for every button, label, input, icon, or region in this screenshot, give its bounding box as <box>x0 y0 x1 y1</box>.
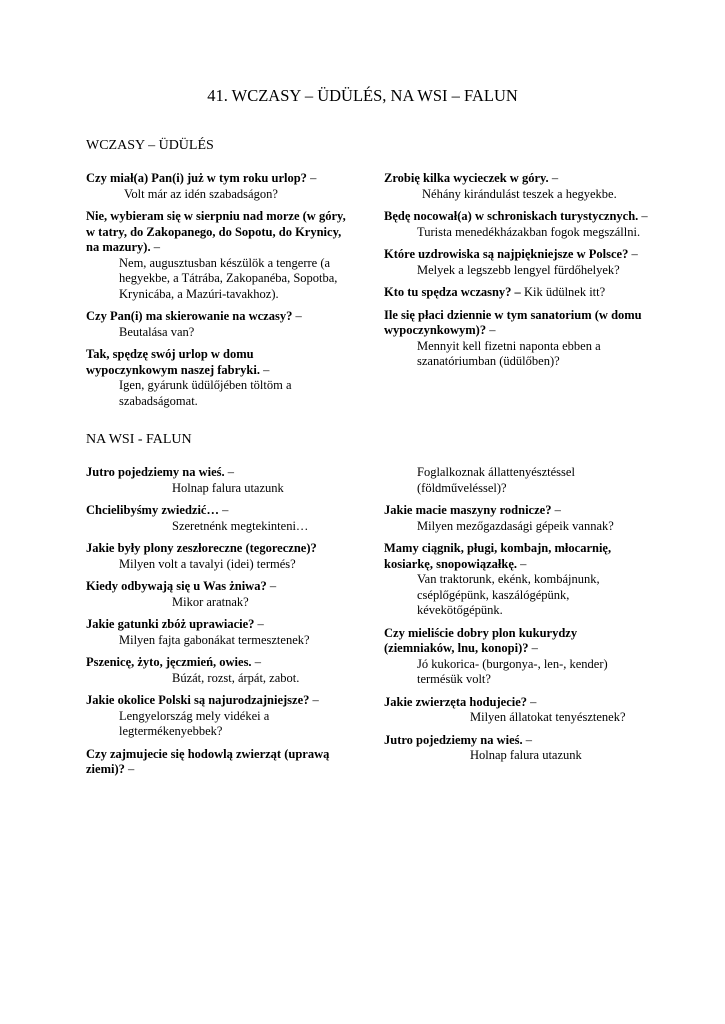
polish-phrase: Będę nocował(a) w schroniskach turystycznych. <box>384 209 639 223</box>
hungarian-translation: Szeretnénk megtekinteni… <box>172 518 309 533</box>
dash-separator: – <box>251 655 261 669</box>
phrase-entry <box>86 693 348 740</box>
phrase-entry <box>384 308 649 370</box>
dash-separator: – <box>254 617 264 631</box>
polish-phrase: Czy miał(a) Pan(i) już w tym roku urlop? <box>86 171 307 185</box>
dash-separator: – <box>528 641 538 655</box>
polish-phrase: Kiedy odbywają się u Was żniwa? <box>86 579 267 593</box>
hungarian-translation: Volt már az idén szabadságon? <box>124 186 278 201</box>
hungarian-translation: Van traktorunk, ekénk, kombájnunk, cséplőgépünk, kaszálógépünk, kévekötőgépünk. <box>417 572 600 617</box>
polish-phrase: Kto tu spędza wczasny? – <box>384 285 521 299</box>
polish-phrase: Czy Pan(i) ma skierowanie na wczasy? <box>86 309 293 323</box>
phrase-entry <box>86 617 348 648</box>
hungarian-translation: Búzát, rozst, árpát, zabot. <box>172 670 300 685</box>
polish-phrase: Jutro pojedziemy na wieś. <box>384 732 523 747</box>
phrase-entry <box>384 171 649 202</box>
na-wsi-left-column <box>86 465 348 785</box>
dash-separator: – <box>259 362 270 377</box>
hungarian-translation: Milyen mezőgazdasági gépeik vannak? <box>417 518 614 533</box>
hungarian-translation: Milyen fajta gabonákat termesztenek? <box>119 632 310 647</box>
phrase-entry <box>86 579 348 610</box>
dash-separator: – <box>218 503 229 517</box>
phrase-entry <box>86 309 348 340</box>
phrase-entry <box>86 655 348 686</box>
phrase-entry <box>86 171 348 202</box>
polish-phrase: Jakie macie maszyny rodnicze? <box>384 503 552 517</box>
polish-phrase <box>86 747 348 778</box>
hungarian-translation: Milyen volt a tavalyi (idei) termés? <box>119 556 296 571</box>
hungarian-translation: Holnap falura utazunk <box>172 480 284 495</box>
phrase-entry <box>384 626 649 688</box>
phrase-entry <box>384 733 649 764</box>
na-wsi-right-column <box>384 465 649 771</box>
dash-separator: – <box>638 209 648 223</box>
polish-phrase: Jakie zwierzęta hodujecie? <box>384 694 528 709</box>
dash-separator: – <box>548 171 559 185</box>
hungarian-translation: Jó kukorica- (burgonya-, len-, kender) termésük volt? <box>417 656 608 686</box>
polish-phrase: Jakie gatunki zbóż uprawiacie? <box>86 617 255 631</box>
polish-phrase: Pszenicę, żyto, jęczmień, owies. <box>86 655 252 669</box>
phrase-entry <box>384 209 649 240</box>
phrase-entry <box>384 695 649 726</box>
polish-phrase: Jakie były plony zeszłoreczne (tegoreczne)? <box>86 541 317 555</box>
phrase-entry <box>86 503 348 534</box>
hungarian-translation: Lengyelország mely vidékei a legtermékenyebbek? <box>119 708 270 738</box>
polish-phrase: Chcielibyśmy zwiedzić… <box>86 503 219 517</box>
dash-separator: – <box>628 247 638 261</box>
polish-phrase: Czy mieliście dobry plon kukurydzy (ziemniaków, lnu, konopi)? <box>384 625 578 655</box>
polish-phrase: Nie, wybieram się w sierpniu nad morze (w góry, w tatry, do Zakopanego, do Sopotu, do Krynicy, na mazury). <box>86 209 346 254</box>
phrase-entry <box>86 209 348 302</box>
section-heading-wczasy: WCZASY – ÜDÜLÉS <box>86 138 214 153</box>
hungarian-translation: Néhány kirándulást teszek a hegyekbe. <box>422 186 617 201</box>
dash-separator: – <box>306 171 317 185</box>
phrase-entry <box>86 747 348 778</box>
hungarian-translation: Holnap falura utazunk <box>470 748 582 762</box>
hungarian-translation: Melyek a legszebb lengyel fürdőhelyek? <box>417 262 620 277</box>
dash-separator: – <box>527 694 537 709</box>
polish-phrase: Zrobię kilka wycieczek w góry. <box>384 171 549 185</box>
dash-separator: – <box>124 762 135 776</box>
dash-separator: – <box>150 240 160 254</box>
polish-phrase: Które uzdrowiska są najpiękniejsze w Polsce? <box>384 247 629 261</box>
section-heading-na-wsi: NA WSI - FALUN <box>86 432 192 447</box>
hungarian-translation: Beutalása van? <box>119 324 195 339</box>
polish-phrase: Tak, spędzę swój urlop w domu wypoczynkowym naszej fabryki. <box>86 347 260 377</box>
phrase-entry <box>384 285 649 301</box>
polish-phrase-text: Czy zajmujecie się hodowlą zwierząt (uprawą ziemi)? <box>86 746 330 776</box>
polish-phrase: Mamy ciągnik, pługi, kombajn, młocarnię, kosiarkę, snopowiązałkę. <box>384 541 612 571</box>
hungarian-translation: Igen, gyárunk üdülőjében töltöm a szabadságomat. <box>119 378 292 408</box>
hungarian-translation: Foglalkoznak állattenyésztéssel (földműveléssel)? <box>417 465 575 495</box>
wczasy-right-column <box>384 171 649 377</box>
phrase-entry <box>384 465 649 496</box>
hungarian-translation: Nem, augusztusban készülök a tengerre (a hegyekbe, a Tátrába, Zakopanéba, Sopotba, Krynicába, a Mazúri-tavakhoz). <box>119 255 338 301</box>
hungarian-translation: Mikor aratnak? <box>172 594 249 609</box>
phrase-entry <box>384 503 649 534</box>
dash-separator: – <box>486 323 496 337</box>
hungarian-translation: Mennyit kell fizetni naponta ebben a szanatóriumban (üdülőben)? <box>417 338 601 368</box>
dash-separator: – <box>551 503 561 517</box>
phrase-entry <box>86 541 348 572</box>
dash-separator: – <box>309 693 319 707</box>
phrase-entry <box>86 347 348 409</box>
dash-separator: – <box>522 732 533 747</box>
page-title: 41. WCZASY – ÜDÜLÉS, NA WSI – FALUN <box>207 86 518 105</box>
hungarian-translation: Turista menedékházakban fogok megszállni. <box>417 224 641 239</box>
hungarian-translation: Kik üdülnek itt? <box>520 285 606 299</box>
dash-separator: – <box>517 556 527 571</box>
polish-phrase: Ile się płaci dziennie w tym sanatorium (w domu wypoczynkowym)? <box>384 307 642 337</box>
dash-separator: – <box>224 465 235 479</box>
polish-phrase: Jutro pojedziemy na wieś. <box>86 465 225 479</box>
polish-phrase: Jakie okolice Polski są najurodzajniejsze? <box>86 693 310 707</box>
dash-separator: – <box>292 309 302 323</box>
wczasy-left-column <box>86 171 348 416</box>
hungarian-translation: Milyen állatokat tenyésztenek? <box>470 710 626 724</box>
dash-separator: – <box>266 579 277 593</box>
phrase-entry <box>86 465 348 496</box>
phrase-entry <box>384 247 649 278</box>
phrase-entry <box>384 541 649 619</box>
